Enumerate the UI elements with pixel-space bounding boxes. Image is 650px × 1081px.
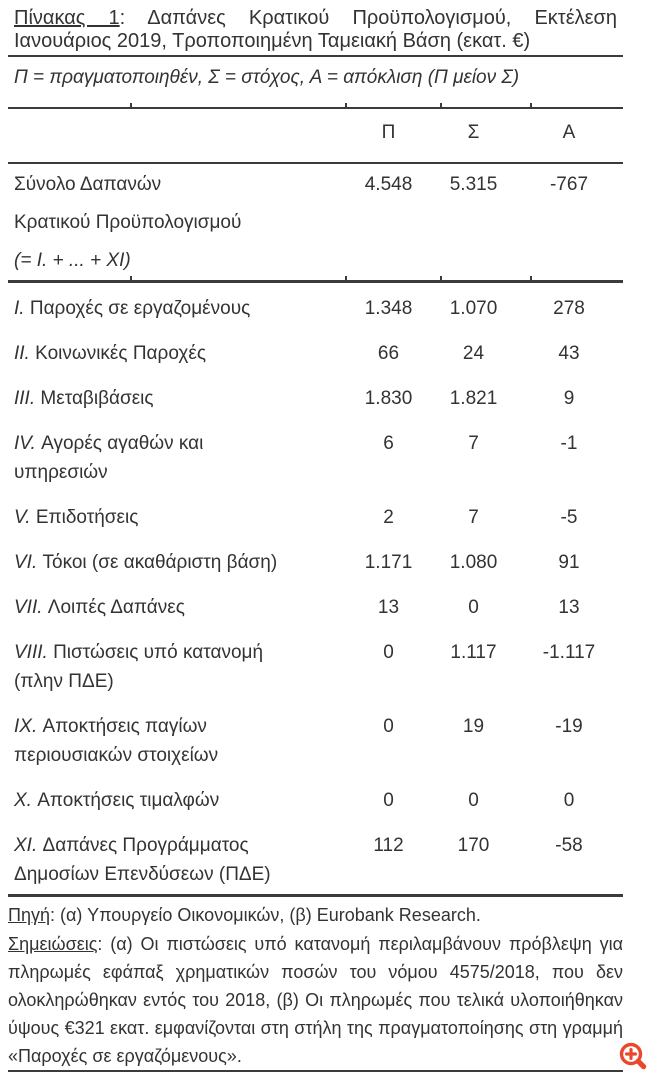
cell-p: 112 [373,835,404,856]
cell-s: 19 [462,716,485,737]
cell-s: 1.080 [449,552,498,573]
column-header-empty [8,119,345,162]
row-label-line1 [14,294,345,323]
column-tick [440,103,442,107]
cell-s: 170 [457,835,490,856]
row-numeral: X. [14,790,38,811]
table-footer [8,897,623,1072]
cell-s: 0 [468,597,479,618]
cell-s: 24 [462,343,485,364]
table-row [8,775,623,820]
table-title [8,0,623,57]
source-text: : (α) Υπουργείο Οικονομικών, (β) Eurobank Research. [50,905,481,925]
table-row [8,537,623,582]
table-sheet [8,0,623,1072]
total-cell-a: -767 [549,174,589,195]
cell-a: 0 [563,790,575,811]
cell-a: -58 [555,835,583,856]
row-numeral: IV. [14,433,42,454]
notes-label: Σημειώσεις [8,934,98,954]
row-label-text: Αγορές αγαθών και [41,433,204,454]
total-row-label [8,166,345,280]
row-numeral: VI. [14,552,43,573]
total-label-line1: Σύνολο Δαπανών [14,174,162,195]
row-label-line1 [14,384,345,413]
row-label [8,831,345,889]
total-cell-p: 4.548 [364,174,413,195]
cell-s: 7 [468,433,479,454]
table-row [8,582,623,627]
zoom-in-icon[interactable] [610,1036,650,1076]
cell-p: 1.171 [364,552,413,573]
column-header-s: Σ [467,122,480,143]
column-tick [345,103,347,107]
row-label-line1 [14,593,345,622]
row-label [8,503,345,532]
row-label-text: Αποκτήσεις τιμαλφών [37,790,220,811]
row-label-line1 [14,548,345,577]
table-row [8,328,623,373]
column-tick [530,276,532,280]
total-label-line2: Κρατικού Προϋπολογισμού [14,212,242,233]
cell-s: 1.117 [450,642,497,663]
cell-a: -1.117 [542,642,596,663]
table-title-line2: Ιανουάριος 2019, Τροποποιημένη Ταμειακή Βάση (εκατ. €) [14,30,531,52]
cell-a: -1 [560,433,578,454]
cell-p: 1.830 [364,388,413,409]
row-numeral: II. [14,343,36,364]
column-tick [345,276,347,280]
table-title-text: : Δαπάνες Κρατικού Προϋπολογισμού, Εκτέλεση [119,7,617,29]
row-label [8,712,345,770]
row-numeral: VIII. [14,642,54,663]
row-label [8,593,345,622]
table-row [8,283,623,328]
row-label [8,384,345,413]
row-label [8,339,345,368]
row-label-line2: Δημοσίων Επενδύσεων (ΠΔΕ) [14,864,271,885]
table-row [8,373,623,418]
row-label [8,786,345,815]
table-title-line1 [14,7,617,30]
row-numeral: V. [14,507,36,528]
cell-p: 2 [383,507,394,528]
cell-p: 0 [383,790,394,811]
notes-text: : (α) Οι πιστώσεις υπό κατανομή περιλαμβάνουν πρόβλεψη για πληρωμές εφάπαξ χρηματικών ποσών του νόμου 4575/2018, που δεν ολοκληρώθηκαν εντός του 2018, (β) Οι πληρωμές που τελικά υλοποιήθηκαν ύψους €321 εκατ. εμφανίζονται στη στήλη της πραγματοποίησης στη γραμμή «Παροχές σε εργαζόμενους». [8,934,623,1066]
row-numeral: I. [14,298,30,319]
cell-a: -5 [560,507,578,528]
row-label-text: Αποκτήσεις παγίων [42,716,207,737]
row-label-text: Κοινωνικές Παροχές [35,343,206,364]
row-label-line1 [14,503,345,532]
cell-a: 91 [558,552,580,573]
row-label-line2: (πλην ΠΔΕ) [14,671,114,692]
row-label-line2: περιουσιακών στοιχείων [14,745,219,766]
legend-row [8,57,623,109]
row-label-line2: υπηρεσιών [14,462,108,483]
row-label-text: Παροχές σε εργαζομένους [29,298,251,319]
row-label [8,429,345,487]
cell-s: 1.821 [449,388,498,409]
row-label-line1 [14,429,345,458]
source-line [8,901,623,930]
row-label-text: Λοιπές Δαπάνες [47,597,185,618]
column-tick [130,103,132,107]
table-row [8,820,623,894]
row-numeral: III. [14,388,41,409]
notes-paragraph [8,930,623,1070]
table-row [8,627,623,701]
cell-p: 1.348 [364,298,413,319]
cell-s: 7 [468,507,479,528]
table-number-label: Πίνακας 1 [14,7,120,29]
cell-s: 0 [468,790,479,811]
table-body [8,283,623,897]
total-row [8,164,623,283]
row-label [8,294,345,323]
row-label-text: Πιστώσεις υπό κατανομή [53,642,264,663]
total-cell-s: 5.315 [449,174,498,195]
cell-s: 1.070 [449,298,498,319]
cell-p: 6 [383,433,394,454]
cell-a: 9 [563,388,575,409]
table-row [8,492,623,537]
row-label-line1 [14,339,345,368]
row-label [8,638,345,696]
table-row [8,701,623,775]
row-label-text: Μεταβιβάσεις [40,388,154,409]
table-row [8,418,623,492]
cell-p: 0 [383,716,394,737]
column-tick [440,276,442,280]
cell-p: 13 [377,597,400,618]
column-tick [530,103,532,107]
magnifier-glyph [610,1036,650,1076]
column-header-p: Π [381,122,396,143]
cell-p: 0 [383,642,394,663]
row-label-line1 [14,786,345,815]
column-header-a: Α [562,122,576,143]
cell-a: 278 [553,298,585,319]
row-label [8,548,345,577]
row-numeral: VII. [14,597,48,618]
legend-text: Π = πραγματοποιηθέν, Σ = στόχος, Α = απόκλιση (Π μείον Σ) [14,67,520,88]
row-label-text: Δαπάνες Προγράμματος [42,835,249,856]
row-label-line1 [14,638,345,667]
row-label-text: Επιδοτήσεις [35,507,139,528]
total-label-formula: (= I. + ... + XI) [14,250,131,271]
cell-a: 13 [558,597,580,618]
row-numeral: IX. [14,716,43,737]
row-label-line1 [14,831,345,860]
row-label-line1 [14,712,345,741]
cell-a: -19 [555,716,583,737]
row-label-text: Τόκοι (σε ακαθάριστη βάση) [42,552,278,573]
source-label: Πηγή [8,905,51,925]
cell-a: 43 [558,343,580,364]
row-numeral: XI. [14,835,43,856]
column-header-row [8,109,623,164]
column-tick [130,276,132,280]
cell-p: 66 [377,343,400,364]
